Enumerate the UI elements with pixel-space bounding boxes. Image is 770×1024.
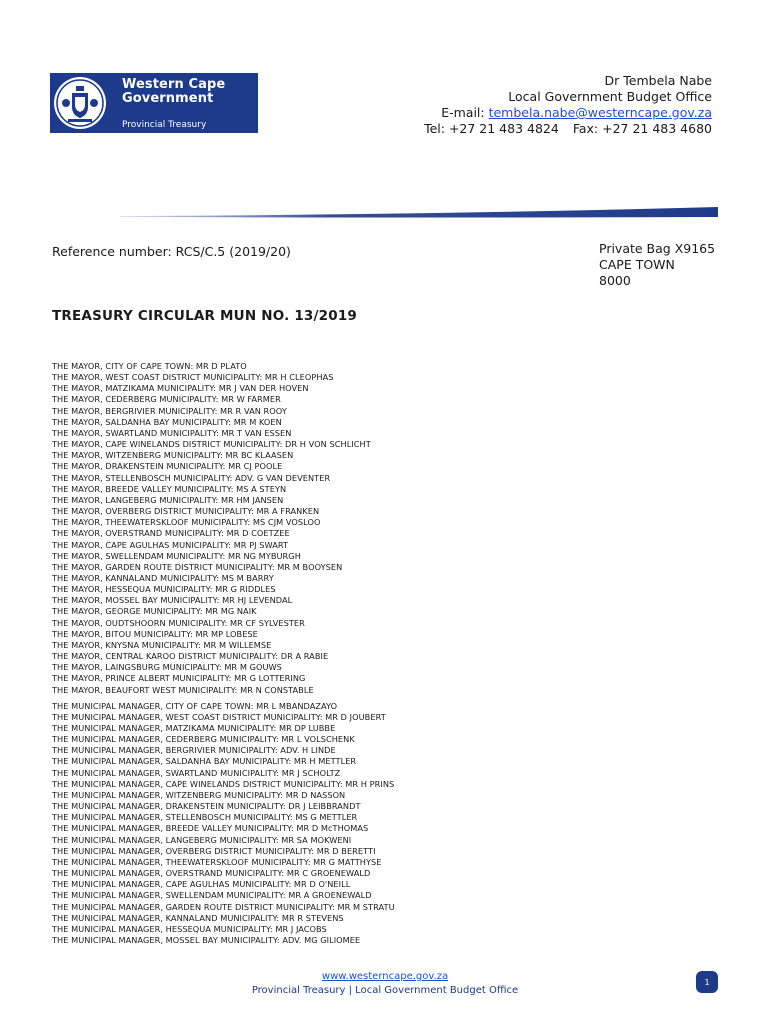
contact-block [424, 73, 712, 137]
footer-org-line: Provincial Treasury | Local Government Budget Office [251, 985, 519, 996]
manager-recipient-line: THE MUNICIPAL MANAGER, OVERBERG DISTRICT MUNICIPALITY: MR D BERETTI [52, 845, 376, 856]
mayor-recipient-line: THE MAYOR, SALDANHA BAY MUNICIPALITY: MR M KOEN [52, 416, 282, 427]
mayor-recipient-line: THE MAYOR, GARDEN ROUTE DISTRICT MUNICIPALITY: MR M BOOYSEN [52, 561, 343, 572]
mayor-recipient-line: THE MAYOR, DRAKENSTEIN MUNICIPALITY: MR CJ POOLE [52, 461, 283, 472]
mayor-recipient-line: THE MAYOR, WITZENBERG MUNICIPALITY: MR BC KLAASEN [52, 450, 294, 461]
manager-recipient-line: THE MUNICIPAL MANAGER, WITZENBERG MUNICIPALITY: MR D NASSON [52, 789, 346, 800]
mayor-recipient-line: THE MAYOR, CENTRAL KAROO DISTRICT MUNICIPALITY: DR A RABIE [52, 651, 329, 662]
mayor-recipient-line: THE MAYOR, MOSSEL BAY MUNICIPALITY: MR HJ LEVENDAL [52, 595, 293, 606]
header-swoosh-divider [120, 203, 718, 219]
mayor-recipient-line: THE MAYOR, KANNALAND MUNICIPALITY: MS M BARRY [52, 572, 274, 583]
page-footer [0, 970, 770, 998]
page-number-badge: 1 [696, 971, 718, 993]
managers-list [52, 701, 722, 946]
manager-recipient-line: THE MUNICIPAL MANAGER, WEST COAST DISTRICT MUNICIPALITY: MR D JOUBERT [52, 711, 386, 722]
mayor-recipient-line: THE MAYOR, BREEDE VALLEY MUNICIPALITY: MS A STEYN [52, 483, 287, 494]
mayor-recipient-line: THE MAYOR, KNYSNA MUNICIPALITY: MR M WILLEMSE [52, 639, 272, 650]
reference-number: Reference number: RCS/C.5 (2019/20) [52, 244, 291, 259]
manager-recipient-line: THE MUNICIPAL MANAGER, BERGRIVIER MUNICIPALITY: ADV. H LINDE [52, 745, 336, 756]
address-line: 8000 [599, 273, 631, 288]
mayor-recipient-line: THE MAYOR, MATZIKAMA MUNICIPALITY: MR J VAN DER HOVEN [52, 383, 309, 394]
mayor-recipient-line: THE MAYOR, PRINCE ALBERT MUNICIPALITY: MR G LOTTERING [52, 673, 306, 684]
manager-recipient-line: THE MUNICIPAL MANAGER, CITY OF CAPE TOWN: MR L MBANDAZAYO [52, 700, 338, 711]
mayor-recipient-line: THE MAYOR, CITY OF CAPE TOWN: MR D PLATO [52, 361, 247, 371]
mayor-recipient-line: THE MAYOR, HESSEQUA MUNICIPALITY: MR G RIDDLES [52, 584, 276, 595]
email-link[interactable]: tembela.nabe@westerncape.gov.za [488, 105, 712, 120]
mayor-recipient-line: THE MAYOR, CAPE AGULHAS MUNICIPALITY: MR PJ SWART [52, 539, 289, 550]
contact-name: Dr Tembela Nabe [604, 73, 712, 88]
mayor-recipient-line: THE MAYOR, OVERBERG DISTRICT MUNICIPALITY: MR A FRANKEN [52, 506, 320, 517]
logo-subtitle: Provincial Treasury [122, 120, 207, 130]
mayor-recipient-line: THE MAYOR, BITOU MUNICIPALITY: MR MP LOBESE [52, 628, 258, 639]
postal-address [599, 241, 715, 289]
mayors-list [52, 361, 722, 696]
mayor-recipient-line: THE MAYOR, STELLENBOSCH MUNICIPALITY: ADV. G VAN DEVENTER [52, 472, 331, 483]
mayor-recipient-line: THE MAYOR, BEAUFORT WEST MUNICIPALITY: MR N CONSTABLE [52, 684, 314, 695]
manager-recipient-line: THE MUNICIPAL MANAGER, OVERSTRAND MUNICIPALITY: MR C GROENEWALD [52, 868, 371, 879]
recipients-list [52, 361, 722, 946]
manager-recipient-line: THE MUNICIPAL MANAGER, MATZIKAMA MUNICIPALITY: MR DP LUBBE [52, 723, 336, 733]
manager-recipient-line: THE MUNICIPAL MANAGER, SWARTLAND MUNICIPALITY: MR J SCHOLTZ [52, 767, 341, 778]
mayor-recipient-line: THE MAYOR, CEDERBERG MUNICIPALITY: MR W FARMER [52, 394, 281, 405]
manager-recipient-line: THE MUNICIPAL MANAGER, DRAKENSTEIN MUNICIPALITY: DR J LEIBBRANDT [52, 801, 361, 812]
manager-recipient-line: THE MUNICIPAL MANAGER, SWELLENDAM MUNICIPALITY: MR A GROENEWALD [52, 890, 372, 901]
address-line: Private Bag X9165 [599, 241, 716, 256]
mayor-recipient-line: THE MAYOR, SWELLENDAM MUNICIPALITY: MR NG MYBURGH [52, 550, 301, 561]
government-logo [50, 73, 258, 133]
email-label: E-mail: [441, 105, 485, 120]
manager-recipient-line: THE MUNICIPAL MANAGER, STELLENBOSCH MUNICIPALITY: MS G METTLER [52, 812, 358, 823]
mayor-recipient-line: THE MAYOR, CAPE WINELANDS DISTRICT MUNICIPALITY: DR H VON SCHLICHT [52, 439, 371, 450]
mayor-recipient-line: THE MAYOR, SWARTLAND MUNICIPALITY: MR T VAN ESSEN [52, 427, 292, 438]
telephone: Tel: +27 21 483 4824 [424, 121, 559, 136]
mayor-recipient-line: THE MAYOR, BERGRIVIER MUNICIPALITY: MR R VAN ROOY [52, 405, 287, 416]
manager-recipient-line: THE MUNICIPAL MANAGER, CAPE AGULHAS MUNICIPALITY: MR D O'NEILL [52, 879, 351, 890]
coat-of-arms-icon [50, 73, 110, 133]
contact-office: Local Government Budget Office [508, 89, 712, 104]
circular-title: TREASURY CIRCULAR MUN NO. 13/2019 [52, 308, 358, 324]
manager-recipient-line: THE MUNICIPAL MANAGER, KANNALAND MUNICIPALITY: MR R STEVENS [52, 912, 344, 923]
manager-recipient-line: THE MUNICIPAL MANAGER, LANGEBERG MUNICIPALITY: MR SA MOKWENI [52, 834, 352, 845]
manager-recipient-line: THE MUNICIPAL MANAGER, CEDERBERG MUNICIPALITY: MR L VOLSCHENK [52, 734, 355, 745]
fax: Fax: +27 21 483 4680 [572, 121, 712, 136]
mayor-recipient-line: THE MAYOR, GEORGE MUNICIPALITY: MR MG NAIK [52, 606, 257, 617]
mayor-recipient-line: THE MAYOR, OVERSTRAND MUNICIPALITY: MR D COETZEE [52, 528, 290, 539]
mayor-recipient-line: THE MAYOR, LANGEBERG MUNICIPALITY: MR HM JANSEN [52, 494, 284, 505]
website-link[interactable]: www.westerncape.gov.za [321, 971, 449, 982]
manager-recipient-line: THE MUNICIPAL MANAGER, BREEDE VALLEY MUNICIPALITY: MR D McTHOMAS [52, 823, 369, 834]
mayor-recipient-line: THE MAYOR, THEEWATERSKLOOF MUNICIPALITY: MS CJM VOSLOO [52, 517, 321, 528]
manager-recipient-line: THE MUNICIPAL MANAGER, CAPE WINELANDS DISTRICT MUNICIPALITY: MR H PRINS [52, 778, 395, 789]
manager-recipient-line: THE MUNICIPAL MANAGER, THEEWATERSKLOOF MUNICIPALITY: MR G MATTHYSE [52, 856, 382, 867]
manager-recipient-line: THE MUNICIPAL MANAGER, GARDEN ROUTE DISTRICT MUNICIPALITY: MR M STRATU [52, 901, 395, 912]
manager-recipient-line: THE MUNICIPAL MANAGER, MOSSEL BAY MUNICIPALITY: ADV. MG GILIOMEE [52, 934, 361, 945]
logo-name: Western Cape Government [122, 77, 226, 106]
mayor-recipient-line: THE MAYOR, OUDTSHOORN MUNICIPALITY: MR CF SYLVESTER [52, 617, 305, 628]
manager-recipient-line: THE MUNICIPAL MANAGER, SALDANHA BAY MUNICIPALITY: MR H METTLER [52, 756, 357, 767]
mayor-recipient-line: THE MAYOR, WEST COAST DISTRICT MUNICIPALITY: MR H CLEOPHAS [52, 372, 334, 383]
address-line: CAPE TOWN [599, 257, 675, 272]
mayor-recipient-line: THE MAYOR, LAINGSBURG MUNICIPALITY: MR M GOUWS [52, 662, 282, 673]
manager-recipient-line: THE MUNICIPAL MANAGER, HESSEQUA MUNICIPALITY: MR J JACOBS [52, 923, 327, 934]
